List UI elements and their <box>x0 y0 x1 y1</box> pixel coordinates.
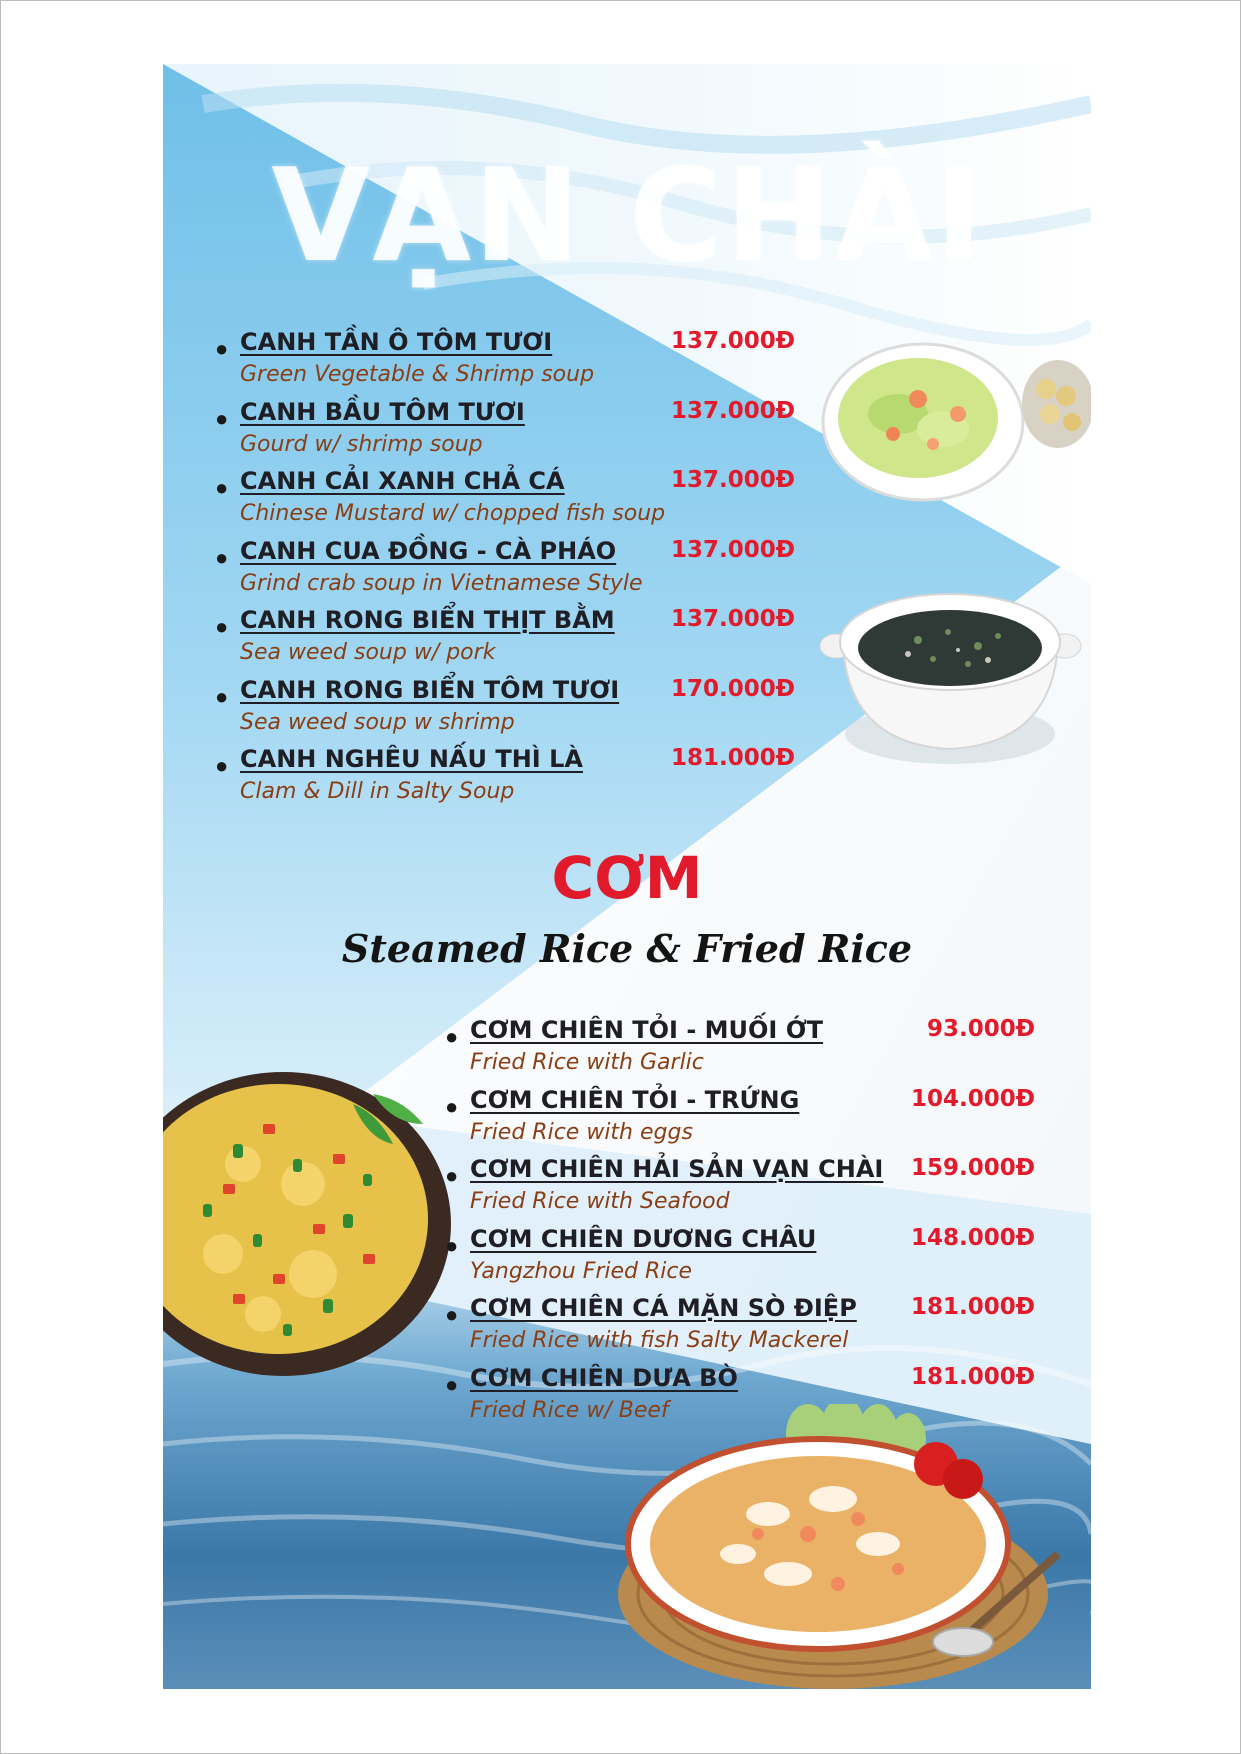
dish-description: Chinese Mustard w/ chopped fish soup <box>240 501 666 526</box>
dish-description: Grind crab soup in Vietnamese Style <box>240 570 643 596</box>
dish-name: CANH CUA ĐỒNG - CÀ PHÁO <box>240 536 617 565</box>
bullet-icon: ● <box>215 475 229 500</box>
list-item <box>445 1294 1035 1364</box>
dish-description: Fried Rice with fish Salty Mackerel <box>470 1328 849 1353</box>
dish-description: Sea weed soup w shrimp <box>240 709 515 735</box>
bullet-icon: ● <box>215 544 229 570</box>
dish-description: Green Vegetable & Shrimp soup <box>240 362 595 387</box>
bullet-icon: ● <box>445 1371 459 1397</box>
dish-name: CANH BẦU TÔM TƯƠI <box>240 397 525 426</box>
dish-price: 137.000Đ <box>670 397 795 424</box>
dish-price: 93.000Đ <box>926 1016 1035 1042</box>
list-item <box>215 537 795 607</box>
dish-name: CANH TẦN Ô TÔM TƯƠI <box>240 328 553 356</box>
dish-price: 181.000Đ <box>910 1294 1035 1320</box>
bullet-icon: ● <box>445 1093 459 1119</box>
dish-name: CƠM CHIÊN CÁ MẶN SÒ ĐIỆP <box>470 1294 857 1322</box>
dish-price: 104.000Đ <box>910 1085 1035 1112</box>
list-item <box>215 745 795 815</box>
dish-description: Fried Rice with Garlic <box>470 1050 704 1075</box>
list-item <box>445 1364 1035 1434</box>
dish-description: Fried Rice with eggs <box>470 1119 693 1145</box>
seafood-fried-rice-bowl-image <box>618 1404 1091 1689</box>
bullet-icon: ● <box>215 683 229 709</box>
bullet-icon: ● <box>445 1302 459 1327</box>
dish-description: Sea weed soup w/ pork <box>240 640 496 665</box>
bullet-icon: ● <box>445 1024 459 1049</box>
rice-section-subtitle: Steamed Rice & Fried Rice <box>341 926 913 971</box>
dish-description: Gourd w/ shrimp soup <box>240 431 483 457</box>
dish-name: CANH CẢI XANH CHẢ CÁ <box>240 467 565 495</box>
bullet-icon: ● <box>445 1232 459 1258</box>
dish-description: Yangzhou Fried Rice <box>470 1258 693 1284</box>
dish-price: 148.000Đ <box>910 1224 1035 1251</box>
dish-name: CƠM CHIÊN HẢI SẢN VẠN CHÀI <box>470 1155 884 1183</box>
list-item <box>215 398 795 468</box>
menu-page <box>163 64 1091 1689</box>
list-item <box>445 1225 1035 1295</box>
list-item <box>215 676 795 746</box>
dish-price: 181.000Đ <box>670 745 795 771</box>
dish-name: CƠM CHIÊN TỎI - TRỨNG <box>470 1085 800 1114</box>
dish-price: 137.000Đ <box>670 606 795 632</box>
seaweed-soup-pot-image <box>818 574 1083 774</box>
list-item <box>215 606 795 676</box>
dish-name: CƠM CHIÊN DƯA BÒ <box>470 1363 738 1392</box>
dish-name: CANH RONG BIỂN TÔM TƯƠI <box>240 675 620 704</box>
dish-name: CƠM CHIÊN TỎI - MUỐI ỚT <box>470 1016 824 1044</box>
dish-description: Clam & Dill in Salty Soup <box>240 779 515 804</box>
bullet-icon: ● <box>215 405 229 431</box>
dish-price: 159.000Đ <box>910 1155 1035 1181</box>
list-item <box>215 328 795 398</box>
dish-name: CƠM CHIÊN DƯƠNG CHÂU <box>470 1224 817 1253</box>
fried-rice-plate-image <box>163 1064 453 1384</box>
rice-menu-list <box>445 1016 1035 1433</box>
rice-section-title: CƠM <box>551 844 703 912</box>
restaurant-title: VẠN CHÀI <box>271 142 985 291</box>
bullet-icon: ● <box>445 1163 459 1188</box>
list-item <box>215 467 795 537</box>
dish-name: CANH RONG BIỂN THỊT BẰM <box>240 606 615 634</box>
soup-menu-list <box>215 328 795 815</box>
shrimp-soup-bowl-image <box>818 334 1091 504</box>
dish-price: 137.000Đ <box>670 536 795 563</box>
dish-description: Fried Rice with Seafood <box>470 1189 730 1214</box>
list-item <box>445 1086 1035 1156</box>
list-item <box>445 1016 1035 1086</box>
dish-description: Fried Rice w/ Beef <box>470 1397 669 1423</box>
bullet-icon: ● <box>215 614 229 639</box>
list-item <box>445 1155 1035 1225</box>
dish-price: 137.000Đ <box>670 467 795 493</box>
dish-price: 181.000Đ <box>910 1363 1035 1390</box>
dish-name: CANH NGHÊU NẤU THÌ LÀ <box>240 745 583 773</box>
bullet-icon: ● <box>215 336 229 361</box>
dish-price: 137.000Đ <box>670 328 795 354</box>
bullet-icon: ● <box>215 753 229 778</box>
dish-price: 170.000Đ <box>670 675 795 702</box>
